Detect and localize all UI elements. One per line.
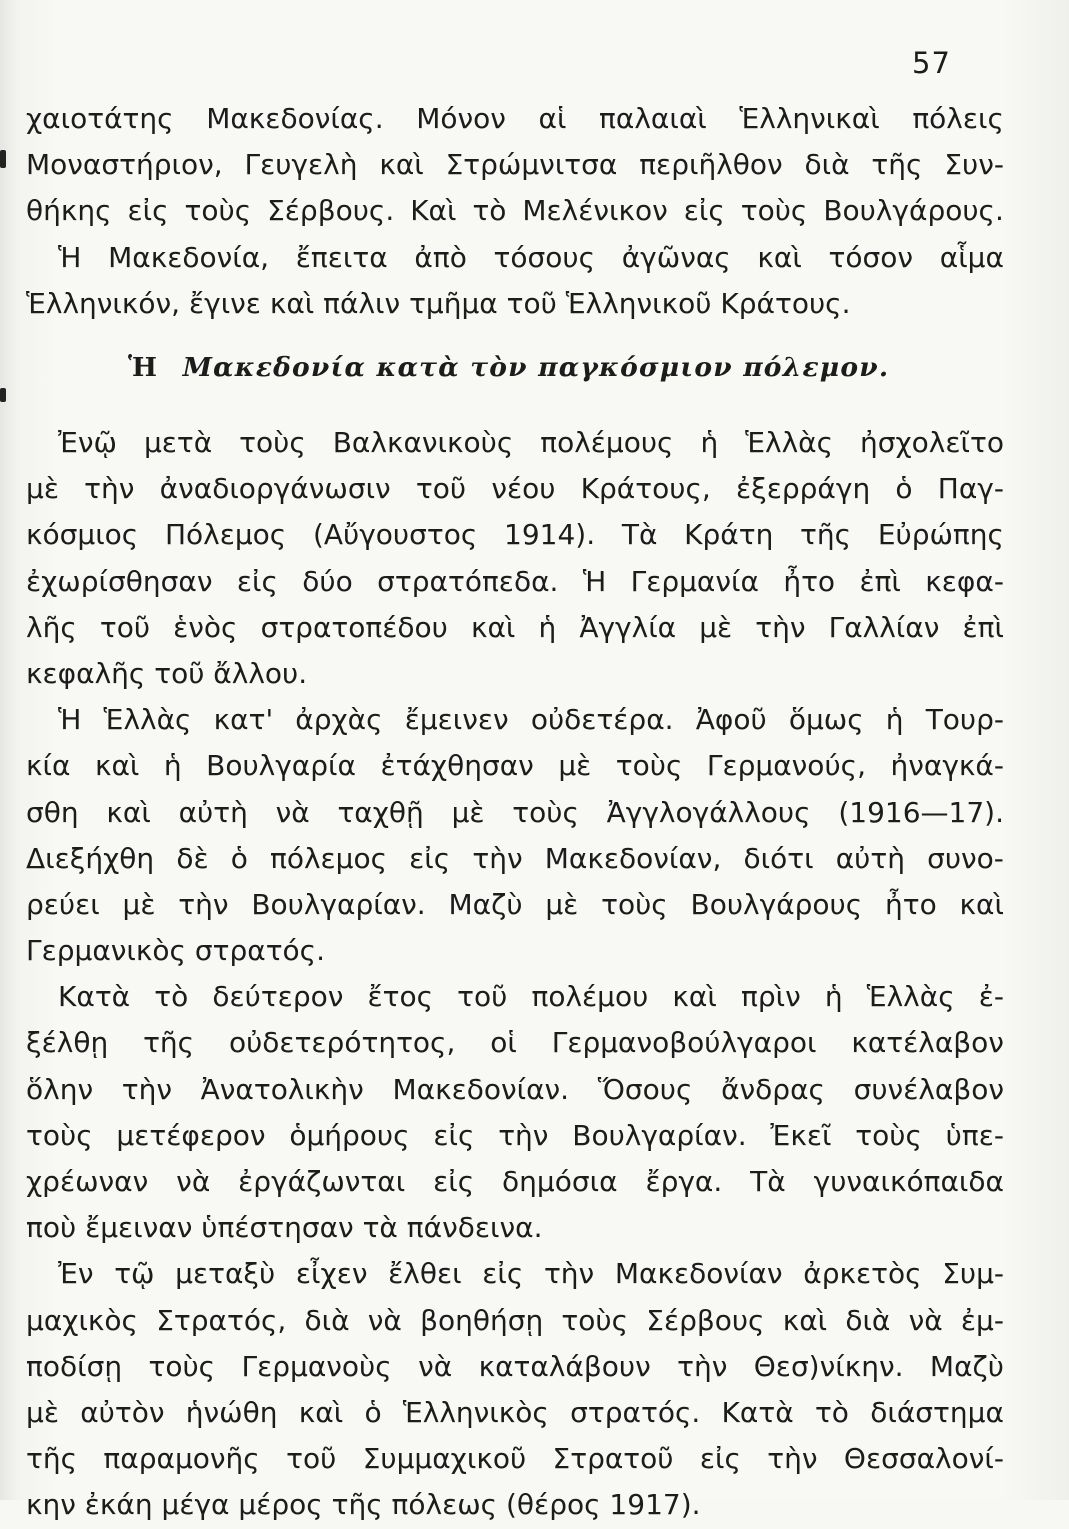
text-line: Ἡ Μακεδονία, ἔπειτα ἀπὸ τόσους ἀγῶνας καὶ τόσον αἷμα	[58, 240, 1004, 274]
text-line: Ἡ Ἑλλὰς κατ' ἀρχὰς ἔμεινεν οὐδετέρα. Ἀφοῦ ὅμως ἡ Τουρ-	[58, 703, 1004, 737]
binding-mark	[0, 388, 6, 402]
text-line: ξέλθῃ τῆς οὐδετερότητος, οἱ Γερμανοβούλγαροι κατέλαβον	[26, 1026, 1004, 1060]
text-line: χρέωναν νὰ ἐργάζωνται εἰς δημόσια ἔργα. Τὰ γυναικόπαιδα	[26, 1165, 1004, 1198]
text-line: ὅλην τὴν Ἀνατολικὴν Μακεδονίαν. Ὅσους ἄνδρας συνέλαβον	[26, 1072, 1004, 1106]
print-smudge	[838, 328, 868, 340]
text-line: μαχικὸς Στρατός, διὰ νὰ βοηθήσῃ τοὺς Σέρβους καὶ διὰ νὰ ἐμ-	[26, 1303, 1004, 1337]
text-line: ρεύει μὲ τὴν Βουλγαρίαν. Μαζὺ μὲ τοὺς Βουλγάρους ἦτο καὶ	[26, 887, 1004, 921]
text-line: κεφαλῆς τοῦ ἄλλου.	[26, 656, 308, 690]
text-line: Διεξήχθη δὲ ὁ πόλεμος εἰς τὴν Μακεδονίαν, διότι αὐτὴ συνο-	[26, 841, 1004, 875]
text-line: κην ἐκάη μέγα μέρος τῆς πόλεως (θέρος 1917).	[26, 1488, 701, 1522]
text-line: Γερμανικὸς στρατός.	[26, 934, 326, 968]
text-line: τοὺς μετέφερον ὁμήρους εἰς τὴν Βουλγαρίαν. Ἐκεῖ τοὺς ὑπε-	[26, 1118, 1004, 1152]
heading-title: Μακεδονία κατὰ τὸν παγκόσμιον πόλεμον.	[182, 352, 890, 383]
binding-mark	[0, 150, 6, 168]
text-line: κόσμιος Πόλεμος (Αὔγουστος 1914). Τὰ Κράτη τῆς Εὐρώπης	[26, 518, 1004, 552]
heading-article: Ἡ	[128, 352, 159, 383]
text-line: θήκης εἰς τοὺς Σέρβους. Καὶ τὸ Μελένικον εἰς τοὺς Βουλγάρους.	[26, 194, 1004, 228]
text-line: Ἐν τῷ μεταξὺ εἶχεν ἔλθει εἰς τὴν Μακεδονίαν ἀρκετὸς Συμ-	[58, 1257, 1004, 1291]
text-line: σθη καὶ αὐτὴ νὰ ταχθῇ μὲ τοὺς Ἀγγλογάλλους (1916—17).	[26, 795, 1004, 829]
text-line: Ἑλληνικόν, ἔγινε καὶ πάλιν τμῆμα τοῦ Ἑλληνικοῦ Κράτους.	[26, 286, 851, 320]
text-line: Ἐνῷ μετὰ τοὺς Βαλκανικοὺς πολέμους ἡ Ἑλλὰς ἠσχολεῖτο	[58, 426, 1004, 459]
text-line: τῆς παραμονῆς τοῦ Συμμαχικοῦ Στρατοῦ εἰς τὴν Θεσσαλονί-	[26, 1442, 1004, 1476]
page-number: 57	[912, 46, 951, 80]
text-line: μὲ τὴν ἀναδιοργάνωσιν τοῦ νέου Κράτους, ἐξερράγη ὁ Παγ-	[26, 472, 1004, 506]
section-heading	[128, 352, 889, 383]
text-line: ἐχωρίσθησαν εἰς δύο στρατόπεδα. Ἡ Γερμανία ἦτο ἐπὶ κεφα-	[26, 564, 1004, 598]
text-line: χαιοτάτης Μακεδονίας. Μόνον αἱ παλαιαὶ Ἑλληνικαὶ πόλεις	[26, 102, 1004, 135]
text-line: Μοναστήριον, Γευγελὴ καὶ Στρώμνιτσα περιῆλθον διὰ τῆς Συν-	[26, 148, 1004, 182]
text-line: μὲ αὐτὸν ἡνώθη καὶ ὁ Ἑλληνικὸς στρατός. Κατὰ τὸ διάστημα	[26, 1395, 1004, 1429]
paragraph-block-main	[26, 420, 1004, 1529]
text-line: κία καὶ ἡ Βουλγαρία ἐτάχθησαν μὲ τοὺς Γερμανούς, ἠναγκά-	[26, 749, 1004, 783]
text-line: ποδίσῃ τοὺς Γερμανοὺς νὰ καταλάβουν τὴν Θεσ)νίκην. Μαζὺ	[26, 1349, 1004, 1383]
text-line: Κατὰ τὸ δεύτερον ἔτος τοῦ πολέμου καὶ πρὶν ἡ Ἑλλὰς ἐ-	[58, 980, 1004, 1014]
text-line: λῆς τοῦ ἑνὸς στρατοπέδου καὶ ἡ Ἀγγλία μὲ τὴν Γαλλίαν ἐπὶ	[26, 610, 1004, 644]
text-line: ποὺ ἔμειναν ὑπέστησαν τὰ πάνδεινα.	[26, 1211, 543, 1245]
paragraph-block-intro	[26, 96, 1004, 327]
